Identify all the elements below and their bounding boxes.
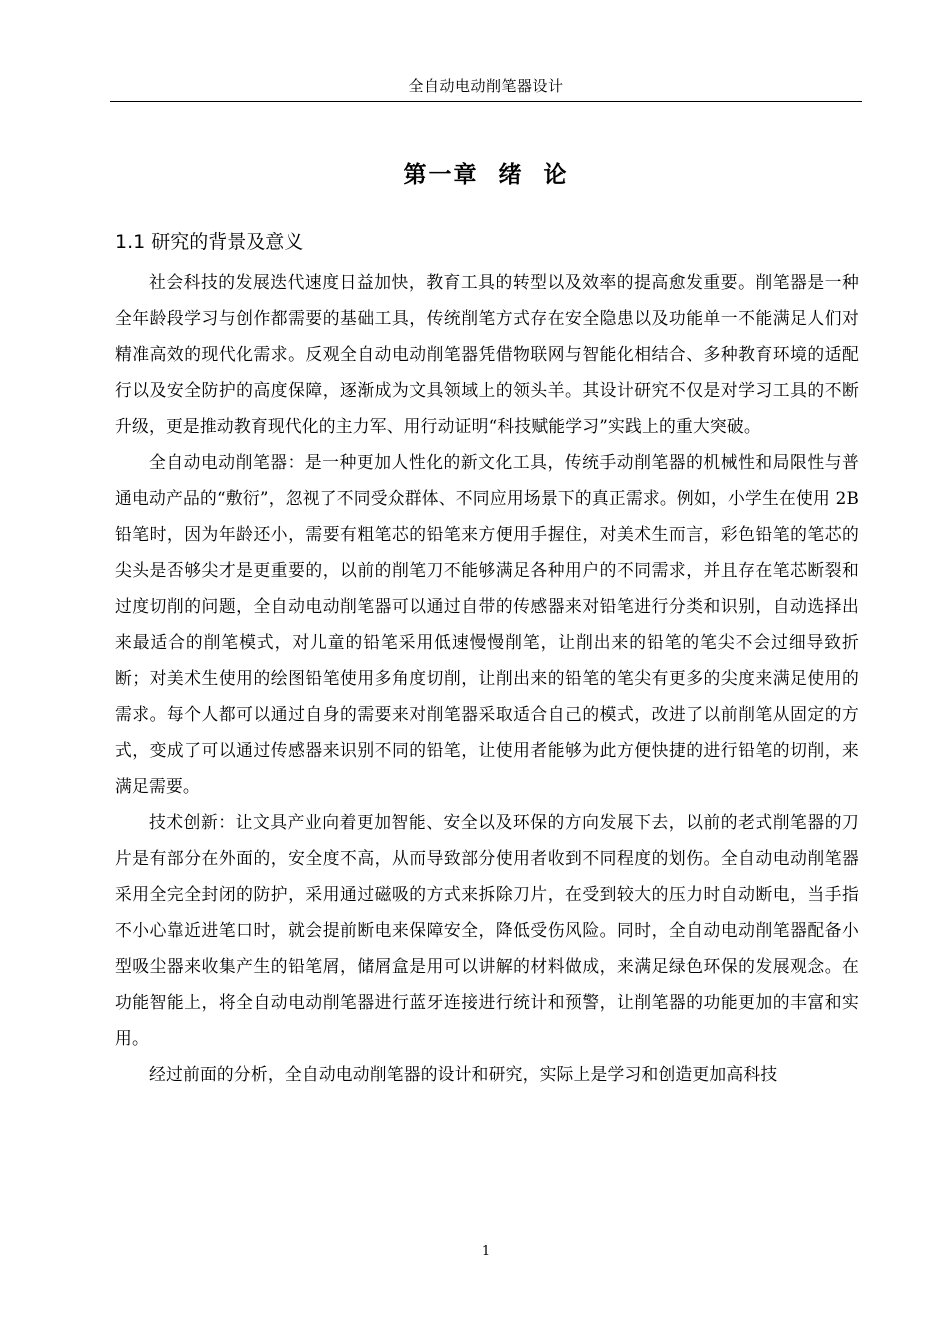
chapter-title: 第一章 绪 论 xyxy=(403,162,569,188)
section-heading: 1.1 研究的背景及意义 xyxy=(115,231,304,253)
paragraph-product-overview: 全自动电动削笔器：是一种更加人性化的新文化工具，传统手动削笔器的机械性和局限性与普通电动产品的“敷衍”，忽视了不同受众群体、不同应用场景下的真正需求。例如，小学生在使用 2B 铅笔时，因为年龄还小，需要有粗笔芯的铅笔来方便用手握住，对美术生而言，彩色铅笔的笔芯的尖头是否够尖才是更重要的，以前的削笔刀不能够满足各种用户的不同需求，并且存在笔芯断裂和过度切削的问题，全自动电动削笔器可以通过自带的传感器来对铅笔进行分类和识别，自动选择出来最适合的削笔模式，对儿童的铅笔采用低速慢慢削笔，让削出来的铅笔的笔尖不会过细导致折断；对美术生使用的绘图铅笔使用多角度切削，让削出来的铅笔的笔尖有更多的尖度来满足使用的需求。每个人都可以通过自身的需要来对削笔器采取适合自己的模式，改进了以前削笔从固定的方式，变成了可以通过传感器来识别不同的铅笔，让使用者能够为此方便快捷的进行铅笔的切削，来满足需要。 xyxy=(115,452,859,796)
paragraph-analysis-summary: 经过前面的分析，全自动电动削笔器的设计和研究，实际上是学习和创造更加高科技 xyxy=(149,1064,778,1084)
paragraph-technical-innovation: 技术创新：让文具产业向着更加智能、安全以及环保的方向发展下去，以前的老式削笔器的刀片是有部分在外面的，安全度不高，从而导致部分使用者收到不同程度的划伤。全自动电动削笔器采用全完全封闭的防护，采用通过磁吸的方式来拆除刀片，在受到较大的压力时自动断电，当手指不小心靠近进笔口时，就会提前断电来保障安全，降低受伤风险。同时，全自动电动削笔器配备小型吸尘器来收集产生的铅笔屑，储屑盒是用可以讲解的材料做成，来满足绿色环保的发展观念。在功能智能上，将全自动电动削笔器进行蓝牙连接进行统计和预警，让削笔器的功能更加的丰富和实用。 xyxy=(115,812,859,1048)
page-number: 1 xyxy=(481,1244,491,1259)
body-text xyxy=(115,264,859,1092)
header-divider xyxy=(110,101,862,102)
running-header: 全自动电动削笔器设计 xyxy=(408,77,564,95)
paragraph-background: 社会科技的发展迭代速度日益加快，教育工具的转型以及效率的提高愈发重要。削笔器是一种全年龄段学习与创作都需要的基础工具，传统削笔方式存在安全隐患以及功能单一不能满足人们对精准高效的现代化需求。反观全自动电动削笔器凭借物联网与智能化相结合、多种教育环境的适配行以及安全防护的高度保障，逐渐成为文具领域上的领头羊。其设计研究不仅是对学习工具的不断升级，更是推动教育现代化的主力军、用行动证明“科技赋能学习”实践上的重大突破。 xyxy=(115,272,859,436)
